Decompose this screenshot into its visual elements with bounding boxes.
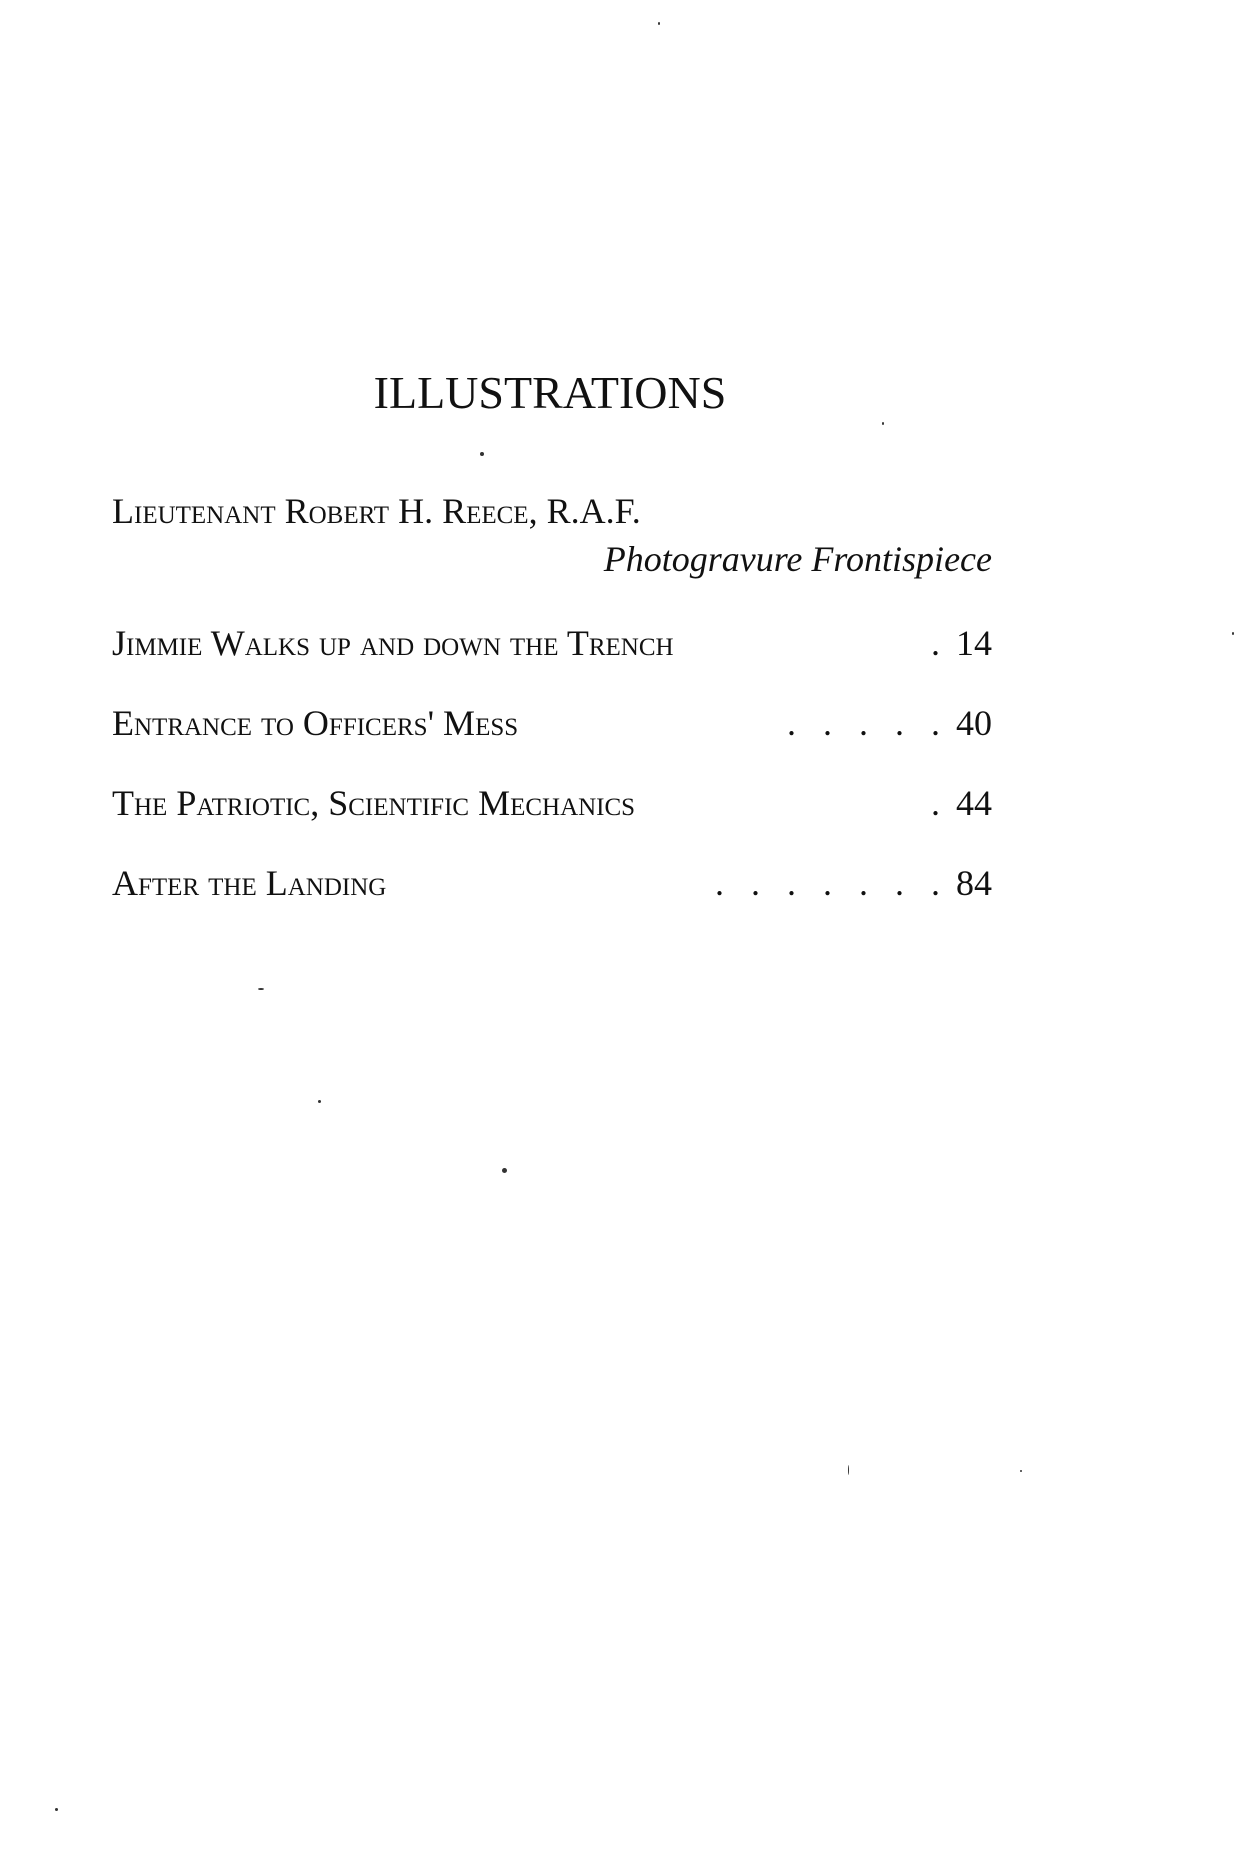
page-number: 40: [956, 703, 992, 743]
scan-speck: [318, 1100, 321, 1103]
illustration-entry-landing: [112, 862, 992, 904]
entry-label: The Patriotic, Scientific Mechanics: [112, 783, 636, 823]
dot-leader: .: [931, 783, 940, 823]
illustration-entry-mechanics: [112, 782, 992, 824]
entry-label: Entrance to Officers' Mess: [112, 703, 519, 743]
scan-speck: [658, 22, 660, 25]
page-number: 84: [956, 863, 992, 903]
illustration-entry-trench: [112, 622, 992, 664]
scan-speck: [1020, 1470, 1022, 1472]
entry-label: Jimmie Walks up and down the Trench: [112, 623, 674, 663]
entry-label: After the Landing: [112, 863, 387, 903]
scan-speck: [480, 452, 484, 456]
dot-leader: .: [931, 623, 940, 663]
scan-speck: [258, 988, 264, 990]
page-title: ILLUSTRATIONS: [373, 367, 727, 418]
dot-leader: . . . . .: [787, 703, 940, 743]
scan-speck: [848, 1465, 849, 1475]
page-number: 44: [956, 783, 992, 823]
entry-subline: Photogravure Frontispiece: [603, 539, 992, 579]
illustration-entry-frontispiece: [112, 490, 992, 532]
dot-leader: . . . . . . .: [715, 863, 940, 903]
illustration-entry-officers-mess: [112, 702, 992, 744]
entry-label: Lieutenant Robert H. Reece, R.A.F.: [112, 491, 641, 531]
page-number: 14: [956, 623, 992, 663]
scan-speck: [502, 1168, 507, 1173]
scan-speck: [882, 422, 884, 425]
scan-speck: [1232, 632, 1234, 635]
scan-speck: [55, 1808, 58, 1811]
